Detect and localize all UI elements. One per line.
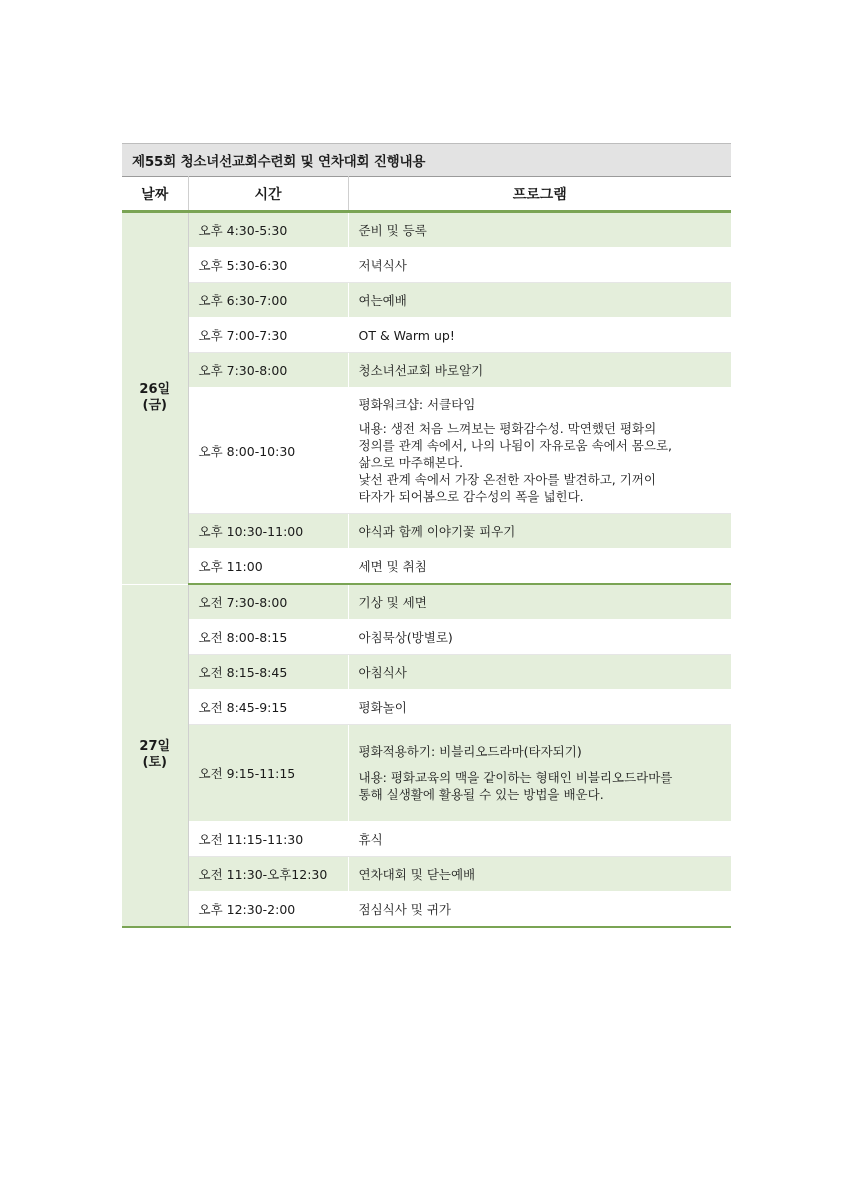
program-cell: 평화놀이 bbox=[348, 690, 731, 725]
time-cell: 오후 7:30-8:00 bbox=[188, 353, 348, 388]
time-cell: 오전 8:15-8:45 bbox=[188, 655, 348, 690]
table-row bbox=[122, 892, 731, 928]
table-row bbox=[122, 725, 731, 822]
table-row bbox=[122, 857, 731, 892]
schedule-document bbox=[122, 143, 731, 928]
program-cell: 기상 및 세면 bbox=[348, 584, 731, 620]
program-cell: 청소녀선교회 바로알기 bbox=[348, 353, 731, 388]
time-cell: 오후 7:00-7:30 bbox=[188, 318, 348, 353]
table-row bbox=[122, 822, 731, 857]
table-row bbox=[122, 212, 731, 248]
program-cell: 아침식사 bbox=[348, 655, 731, 690]
day2-date-label: 27일 bbox=[139, 739, 171, 755]
program-cell bbox=[348, 725, 731, 822]
program-cell: 세면 및 취침 bbox=[348, 549, 731, 585]
program-cell: 야식과 함께 이야기꽃 피우기 bbox=[348, 514, 731, 549]
day1-date-cell bbox=[122, 212, 188, 585]
table-header-row bbox=[122, 177, 731, 212]
table-row bbox=[122, 388, 731, 514]
time-cell: 오전 8:45-9:15 bbox=[188, 690, 348, 725]
time-cell: 오전 7:30-8:00 bbox=[188, 584, 348, 620]
table-row bbox=[122, 549, 731, 585]
time-cell: 오전 8:00-8:15 bbox=[188, 620, 348, 655]
program-description-line: 정의를 관계 속에서, 나의 나됨이 자유로움 속에서 몸으로, bbox=[358, 438, 672, 453]
time-cell: 오후 4:30-5:30 bbox=[188, 212, 348, 248]
program-cell: OT & Warm up! bbox=[348, 318, 731, 353]
table-row bbox=[122, 690, 731, 725]
header-program: 프로그램 bbox=[348, 177, 731, 212]
table-row bbox=[122, 318, 731, 353]
program-description-line: 내용: 평화교육의 맥을 같이하는 형태인 비블리오드라마를 bbox=[358, 770, 673, 785]
time-cell: 오전 11:15-11:30 bbox=[188, 822, 348, 857]
table-row bbox=[122, 655, 731, 690]
program-cell: 휴식 bbox=[348, 822, 731, 857]
table-row bbox=[122, 353, 731, 388]
time-cell: 오후 6:30-7:00 bbox=[188, 283, 348, 318]
day1-date-label: 26일 bbox=[139, 382, 171, 398]
program-cell: 저녁식사 bbox=[348, 248, 731, 283]
time-cell: 오후 8:00-10:30 bbox=[188, 388, 348, 514]
table-row bbox=[122, 584, 731, 620]
program-description-line: 내용: 생전 처음 느껴보는 평화감수성. 막연했던 평화의 bbox=[358, 421, 657, 436]
program-description-line: 통해 실생활에 활용될 수 있는 방법을 배운다. bbox=[358, 787, 604, 802]
header-time: 시간 bbox=[188, 177, 348, 212]
program-cell: 연차대회 및 닫는예배 bbox=[348, 857, 731, 892]
time-cell: 오후 5:30-6:30 bbox=[188, 248, 348, 283]
schedule-table bbox=[122, 176, 731, 928]
day2-weekday-label: (토) bbox=[142, 755, 167, 771]
program-description-line: 타자가 되어봄으로 감수성의 폭을 넓힌다. bbox=[358, 489, 584, 504]
schedule-title: 제55회 청소녀선교회수련회 및 연차대회 진행내용 bbox=[122, 143, 731, 176]
program-heading: 평화적용하기: 비블리오드라마(타자되기) bbox=[358, 744, 582, 759]
time-cell: 오전 9:15-11:15 bbox=[188, 725, 348, 822]
day1-weekday-label: (금) bbox=[142, 398, 167, 414]
header-date: 날짜 bbox=[122, 177, 188, 212]
time-cell: 오후 12:30-2:00 bbox=[188, 892, 348, 928]
time-cell: 오후 11:00 bbox=[188, 549, 348, 585]
day2-date-cell bbox=[122, 584, 188, 927]
program-cell: 아침묵상(방별로) bbox=[348, 620, 731, 655]
program-heading: 평화워크샵: 서클타임 bbox=[358, 397, 476, 412]
table-row bbox=[122, 248, 731, 283]
time-cell: 오전 11:30-오후12:30 bbox=[188, 857, 348, 892]
program-cell: 여는예배 bbox=[348, 283, 731, 318]
table-row bbox=[122, 514, 731, 549]
time-cell: 오후 10:30-11:00 bbox=[188, 514, 348, 549]
program-description-line: 낯선 관계 속에서 가장 온전한 자아를 발견하고, 기꺼이 bbox=[358, 472, 656, 487]
program-cell bbox=[348, 388, 731, 514]
program-cell: 준비 및 등록 bbox=[348, 212, 731, 248]
program-description-line: 삶으로 마주해본다. bbox=[358, 455, 464, 470]
table-row bbox=[122, 620, 731, 655]
table-row bbox=[122, 283, 731, 318]
program-cell: 점심식사 및 귀가 bbox=[348, 892, 731, 928]
